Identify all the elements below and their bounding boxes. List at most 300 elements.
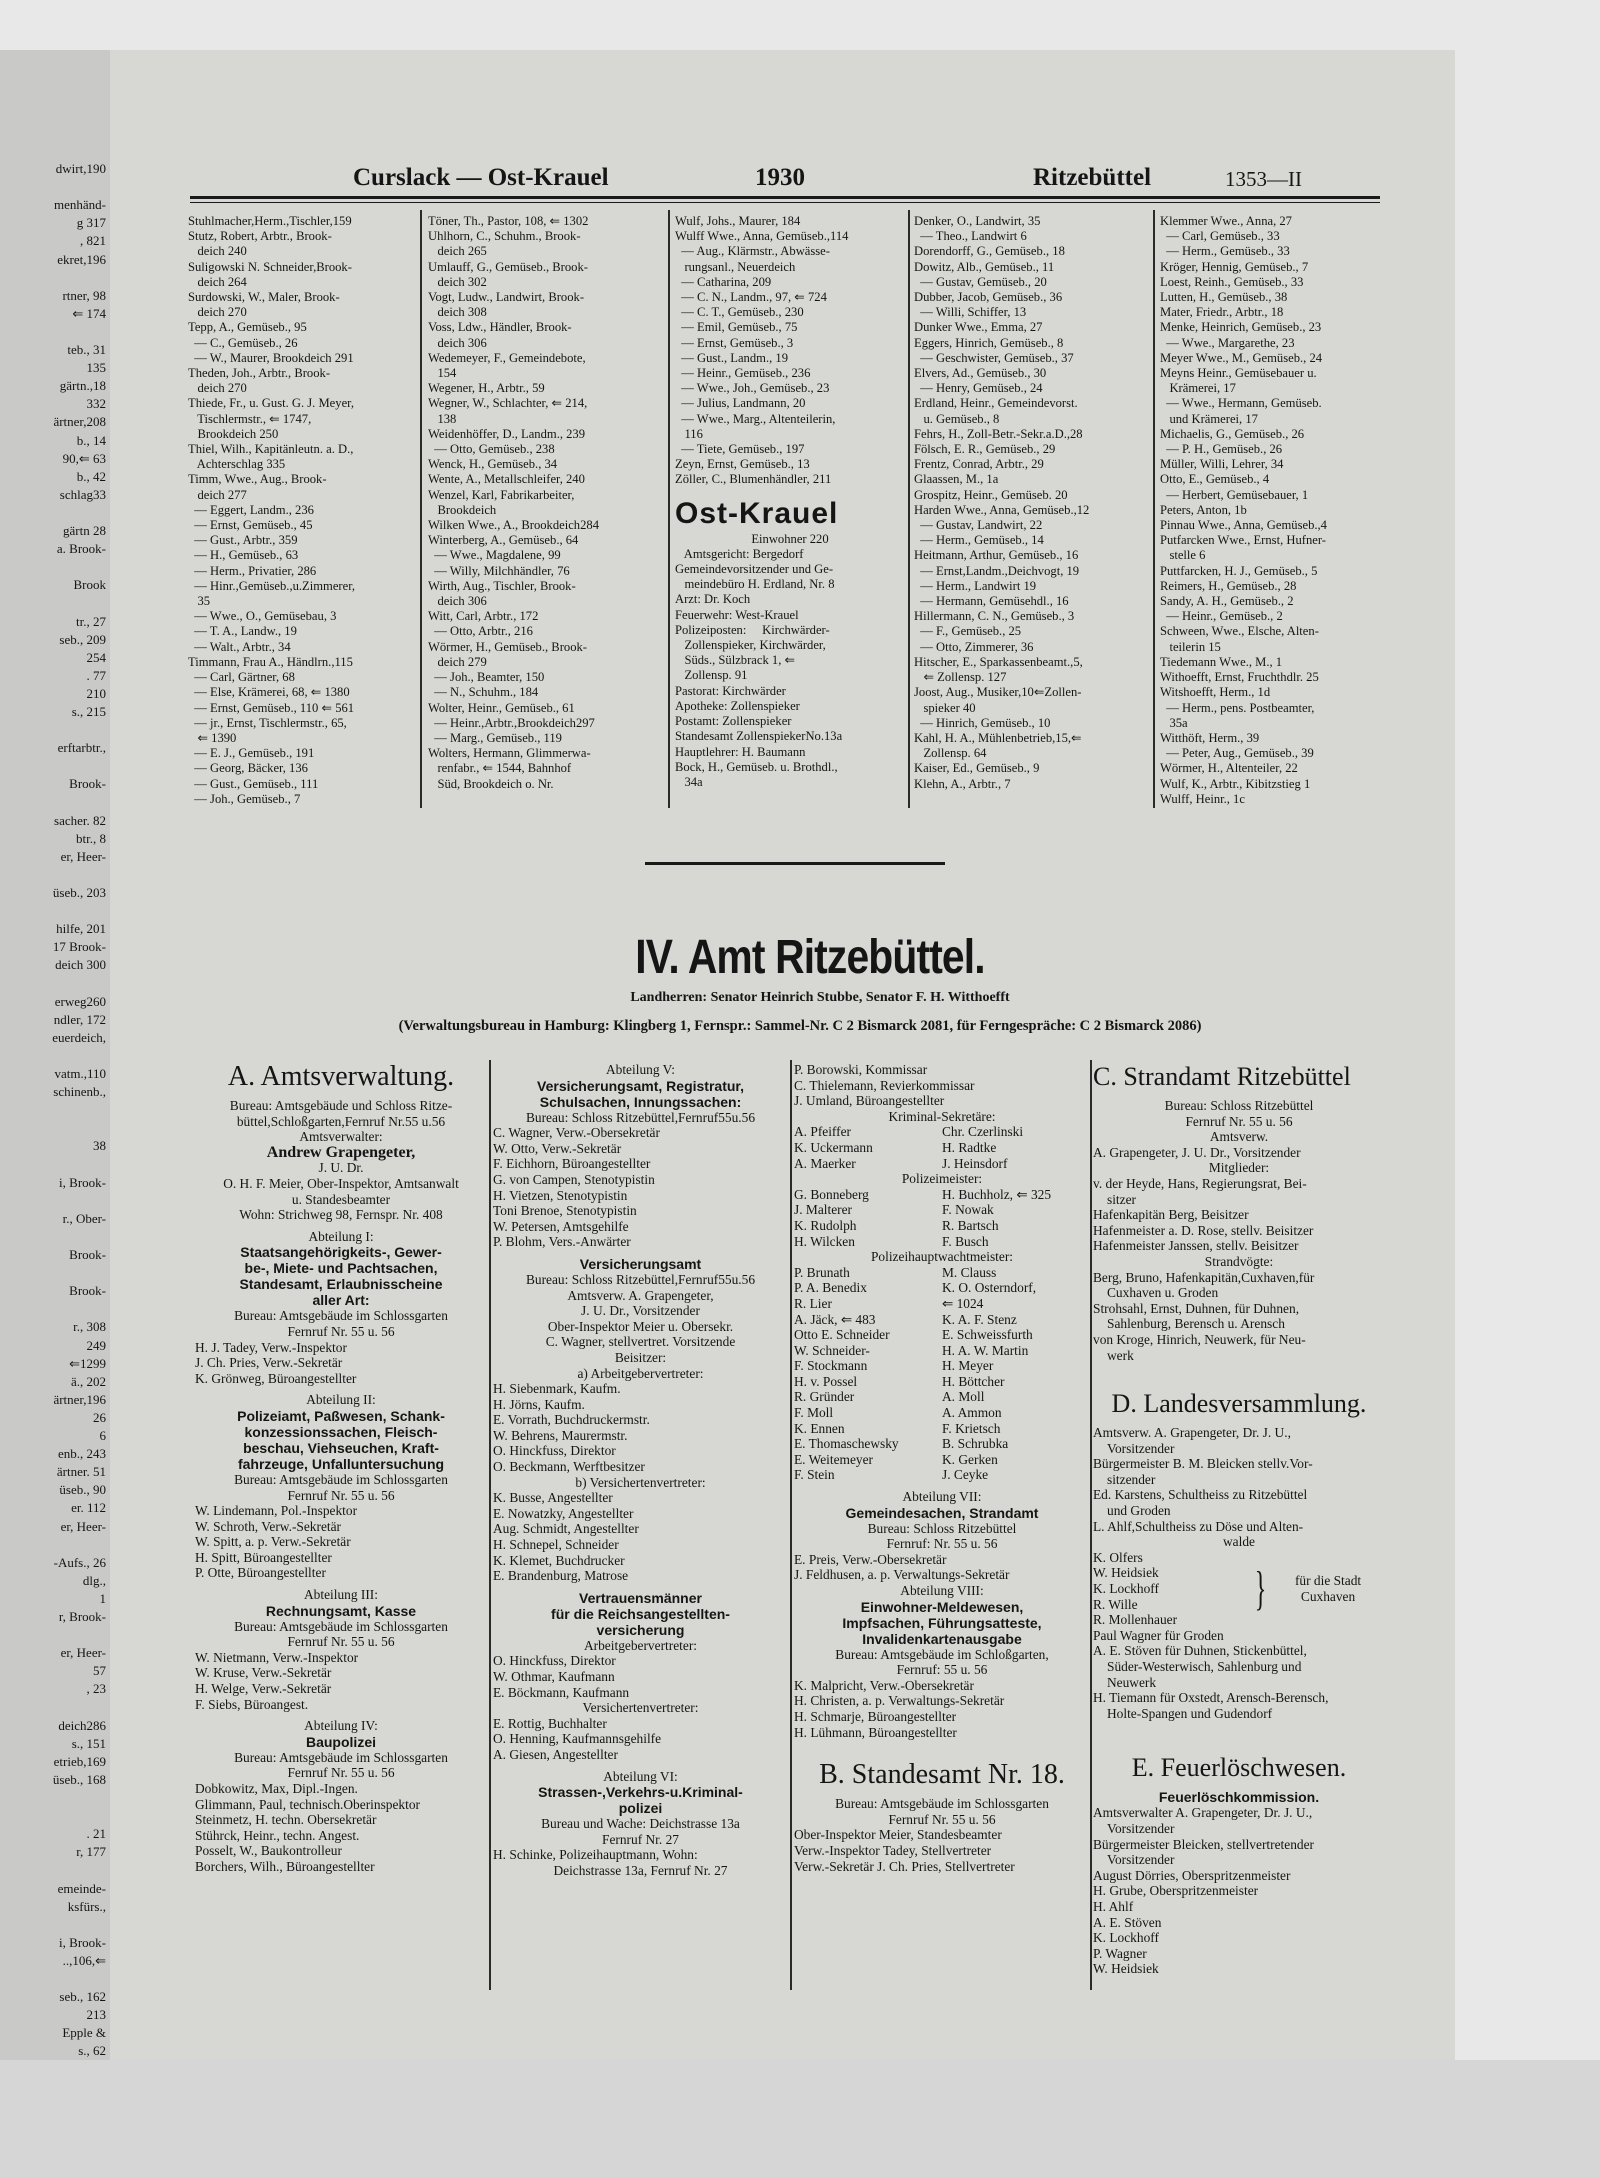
directory-entry: — H., Gemüseb., 63	[188, 548, 299, 563]
name-pair-row	[794, 1280, 1090, 1296]
margin-fragment: hilfe, 201	[56, 921, 106, 937]
section-line: P. Borowski, Kommissar	[794, 1062, 928, 1077]
margin-fragment: . 21	[86, 1826, 106, 1842]
section-line: A. Grapengeter, J. U. Dr., Vorsitzender	[1093, 1144, 1301, 1160]
landherren-line: Landherren: Senator Heinrich Stubbe, Senator F. H. Witthoefft	[630, 990, 1010, 1005]
directory-entry: deich 270	[188, 305, 247, 320]
name-left: H. Wilcken	[794, 1233, 855, 1249]
section-line: H. Lühmann, Büroangestellter	[794, 1724, 957, 1740]
directory-entry: Frentz, Conrad, Arbtr., 29	[914, 457, 1044, 472]
section-line: Bureau: Amtsgebäude im Schlossgarten	[835, 1796, 1049, 1812]
section-line: Versichertenvertreter:	[582, 1700, 699, 1716]
name-left: P. A. Benedix	[794, 1280, 867, 1296]
directory-entry: deich 264	[188, 274, 247, 289]
section-line: E. Preis, Verw.-Obersekretär	[794, 1551, 947, 1567]
name-right: K. O. Osterndorf,	[942, 1280, 1037, 1296]
directory-entry: — P. H., Gemüseb., 26	[1160, 442, 1283, 457]
section-c-strandamt	[1093, 1060, 1385, 1977]
section-line: K. Klemet, Buchdrucker	[493, 1552, 625, 1568]
section-line: O. Henning, Kaufmannsgehilfe	[493, 1731, 662, 1747]
directory-entry: Süd, Brookdeich o. Nr.	[428, 776, 554, 791]
directory-entry: — Herm., Gemüseb., 14	[914, 533, 1044, 548]
section-line: Hafenmeister Janssen, stellv. Beisitzer	[1093, 1238, 1299, 1254]
name-right: A. Ammon	[942, 1405, 1002, 1421]
name-pair-row	[794, 1327, 1090, 1343]
name-right: H. A. W. Martin	[942, 1342, 1029, 1358]
ost-krauel-entry: Standesamt ZollenspiekerNo.13a	[675, 729, 843, 744]
margin-fragment: gärtn 28	[63, 523, 106, 538]
name-right: H. Meyer	[942, 1358, 994, 1374]
section-line: K. Busse, Angestellter	[493, 1490, 613, 1506]
directory-entry: Wenzel, Karl, Fabrikarbeiter,	[428, 487, 575, 502]
section-line: Andrew Grapengeter,	[266, 1143, 416, 1161]
section-line: Bureau: Amtsgebäude im Schlossgarten	[234, 1308, 448, 1324]
cuxhaven-label: für die Stadt Cuxhaven	[1294, 1573, 1362, 1604]
section-line: Hafenkapitän Berg, Beisitzer	[1093, 1207, 1249, 1223]
section-line: W. Othmar, Kaufmann	[493, 1669, 615, 1684]
section-line: Bureau: Schloss Ritzebüttel	[1164, 1098, 1314, 1113]
directory-column-5	[1160, 214, 1385, 807]
section-heading: Gemeindesachen, Strandamt	[845, 1504, 1039, 1521]
directory-entry: Schween, Wwe., Elsche, Alten-	[1160, 624, 1319, 639]
directory-entry: 35	[188, 594, 211, 609]
section-line: Abteilung VII:	[902, 1489, 982, 1505]
margin-fragment: erftarbtr.,	[57, 740, 106, 756]
ost-krauel-entry: Zollenspieker, Kirchwärder,	[675, 638, 826, 653]
section-line: sitzer	[1107, 1191, 1136, 1207]
section-line: Cuxhaven u. Groden	[1107, 1285, 1219, 1301]
name-left: E. Weitemeyer	[794, 1451, 873, 1467]
section-line: H. Ahlf	[1093, 1898, 1134, 1914]
directory-entry: — W., Maurer, Brookdeich 291	[188, 350, 354, 365]
section-line: Verw.-Inspektor Tadey, Stellvertreter	[794, 1842, 992, 1858]
margin-fragment: s., 151	[71, 1735, 106, 1751]
directory-entry: 35a	[1160, 715, 1188, 730]
directory-entry: Elvers, Ad., Gemüseb., 30	[914, 366, 1047, 381]
margin-fragment: r, 177	[76, 1844, 106, 1860]
section-line: und Groden	[1107, 1503, 1171, 1519]
section-heading: Rechnungsamt, Kasse	[265, 1602, 417, 1619]
section-b-title: B. Standesamt Nr. 18.	[819, 1759, 1065, 1791]
section-line: O. H. F. Meier, Ober-Inspektor, Amtsanwalt	[223, 1175, 459, 1191]
directory-entry: Vogt, Ludw., Landwirt, Brook-	[428, 290, 585, 305]
directory-entry: Zeyn, Ernst, Gemüseb., 13	[675, 457, 810, 472]
name-right: Chr. Czerlinski	[942, 1124, 1024, 1140]
section-a-amtsverwaltung	[195, 1060, 487, 1875]
name-right: B. Schrubka	[942, 1436, 1009, 1452]
section-line: O. Beckmann, Werftbesitzer	[493, 1459, 645, 1475]
section-heading: Versicherungsamt, Registratur,	[537, 1077, 744, 1094]
section-line: Vorsitzender	[1107, 1852, 1175, 1868]
directory-entry: deich 265	[428, 244, 487, 259]
name-pair-row	[794, 1156, 1090, 1172]
section-line: Wohn: Strichweg 98, Fernspr. Nr. 408	[239, 1207, 443, 1223]
name-left: W. Schneider-	[794, 1342, 870, 1358]
directory-entry: Lutten, H., Gemüseb., 38	[1160, 290, 1288, 305]
ost-krauel-entry: Amtsgericht: Bergedorf	[675, 546, 804, 561]
margin-fragment: 213	[86, 2007, 106, 2023]
directory-entry: Wulf, K., Arbtr., Kibitzstieg 1	[1160, 776, 1311, 791]
directory-entry: rungsanl., Neuerdeich	[675, 259, 796, 274]
directory-entry: Witthöft, Herm., 39	[1160, 730, 1260, 745]
directory-column-4	[914, 214, 1146, 792]
ost-krauel-title: Ost-Krauel	[675, 496, 839, 530]
directory-entry: Withoefft, Ernst, Fruchthdlr. 25	[1160, 670, 1319, 685]
section-heading: beschau, Viehseuchen, Kraft-	[243, 1439, 439, 1456]
section-line: H. Spitt, Büroangestellter	[195, 1549, 332, 1565]
hauptwachtmeister-heading: Polizeihauptwachtmeister:	[870, 1249, 1014, 1265]
directory-column-3	[675, 214, 905, 790]
directory-entry: Wörmer, H., Altenteiler, 22	[1160, 761, 1298, 776]
section-line: W. Otto, Verw.-Sekretär	[493, 1140, 622, 1156]
margin-fragment: s., 215	[71, 704, 106, 719]
ost-krauel-entry: Feuerwehr: West-Krauel	[675, 607, 799, 622]
name-left: R. Lier	[794, 1295, 832, 1311]
section-line: W. Spitt, a. p. Verw.-Sekretär	[195, 1534, 351, 1550]
directory-entry: — Else, Krämerei, 68, ⇐ 1380	[188, 685, 350, 700]
margin-fragment: seb., 209	[59, 631, 106, 647]
margin-fragment: Brook-	[69, 776, 106, 792]
margin-fragment: ärtner,208	[53, 414, 106, 430]
section-line: Neuwerk	[1107, 1674, 1157, 1690]
section-line: Glimmann, Paul, technisch.Oberinspektor	[195, 1796, 420, 1812]
name-pair-row	[794, 1374, 1090, 1390]
section-line: A. Giesen, Angestellter	[493, 1746, 618, 1762]
margin-fragment: dlg.,	[82, 1572, 106, 1588]
directory-entry: — Herm., Landwirt 19	[914, 578, 1037, 593]
directory-entry: Loest, Reinh., Gemüseb., 33	[1160, 274, 1304, 289]
directory-entry: ⇐ 1390	[188, 730, 237, 745]
name-right: ⇐ 1024	[942, 1295, 984, 1311]
directory-entry: Puttfarcken, H. J., Gemüseb., 5	[1160, 563, 1318, 578]
directory-entry: deich 308	[428, 305, 487, 320]
directory-entry: — C. T., Gemüseb., 230	[675, 305, 804, 320]
header-rule	[190, 196, 1380, 199]
ost-krauel-entry: Einwohner 220	[751, 531, 829, 546]
margin-fragment: 210	[86, 685, 106, 701]
section-line: Abteilung III:	[303, 1587, 378, 1603]
margin-fragment: , 821	[80, 233, 106, 249]
section-line: Steinmetz, H. techn. Obersekretär	[195, 1812, 377, 1828]
section-line: Holte-Spangen und Gudendorf	[1107, 1705, 1273, 1721]
section-line: Süder-Westerwisch, Sahlenburg und	[1107, 1659, 1302, 1674]
section-line: W. Behrens, Maurermstr.	[493, 1427, 628, 1443]
section-line: Fernruf Nr. 55 u. 56	[1185, 1113, 1293, 1129]
section-line: v. der Heyde, Hans, Regierungsrat, Bei-	[1093, 1175, 1307, 1191]
margin-fragment: r., 308	[73, 1319, 106, 1335]
section-line: P. Blohm, Vers.-Anwärter	[493, 1234, 631, 1250]
directory-entry: — N., Schuhm., 184	[428, 685, 539, 700]
margin-fragment: gärtn.,18	[59, 378, 106, 394]
margin-fragment: . 77	[86, 667, 106, 683]
section-line: Ober-Inspektor Meier u. Obersekr.	[547, 1318, 734, 1334]
directory-entry: — Wwe., O., Gemüsebau, 3	[188, 609, 337, 624]
directory-entry: Peters, Anton, 1b	[1160, 502, 1247, 517]
section-line: Bureau: Schloss Ritzebüttel,Fernruf55u.56	[525, 1109, 756, 1125]
directory-entry: spieker 40	[914, 700, 976, 715]
header-right: Ritzebüttel	[1033, 164, 1152, 191]
directory-entry: — Geschwister, Gemüseb., 37	[914, 350, 1074, 365]
name-pair-row	[794, 1124, 1090, 1140]
section-line: Fernruf Nr. 55 u. 56	[888, 1811, 996, 1827]
section-line: Fernruf Nr. 27	[602, 1831, 679, 1847]
directory-entry: deich 277	[188, 487, 247, 502]
directory-entry: — C. N., Landm., 97, ⇐ 724	[675, 290, 827, 305]
directory-entry: Töner, Th., Pastor, 108, ⇐ 1302	[428, 214, 589, 228]
section-line: O. Hinckfuss, Direktor	[493, 1443, 616, 1459]
section-line: Bureau: Amtsgebäude und Schloss Ritze-	[229, 1098, 453, 1113]
directory-entry: Otto, E., Gemüseb., 4	[1160, 472, 1270, 487]
section-heading: be-, Miete- und Pachtsachen,	[244, 1260, 438, 1277]
section-heading: Impfsachen, Führungsatteste,	[842, 1614, 1042, 1631]
directory-entry: Umlauff, G., Gemüseb., Brook-	[428, 259, 588, 274]
directory-entry: — Wwe., Hermann, Gemüseb.	[1160, 396, 1322, 411]
directory-entry: — T. A., Landw., 19	[188, 624, 297, 639]
header-left: Curslack — Ost-Krauel	[353, 164, 609, 191]
directory-entry: Wulf, Johs., Maurer, 184	[675, 214, 801, 228]
section-line: Abteilung VIII:	[900, 1583, 984, 1598]
section-line: A. E. Stöven	[1093, 1914, 1162, 1930]
section-polizei	[794, 1062, 1090, 1874]
directory-entry: — Wwe., Magdalene, 99	[428, 548, 561, 563]
section-line: Abteilung IV:	[304, 1718, 378, 1734]
directory-entry: deich 240	[188, 244, 247, 259]
name-right: A. Moll	[942, 1389, 985, 1405]
section-line: Bureau: Schloss Ritzebüttel,Fernruf55u.56	[525, 1271, 756, 1287]
section-line: Strohsahl, Ernst, Duhnen, für Duhnen,	[1093, 1300, 1300, 1316]
directory-entry: deich 270	[188, 381, 247, 396]
directory-entry: — E. J., Gemüseb., 191	[188, 746, 315, 761]
directory-entry: Zollensp. 64	[914, 746, 987, 761]
section-line: Abteilung VI:	[603, 1768, 678, 1784]
name-right: E. Schweissfurth	[942, 1327, 1033, 1343]
directory-entry: — Marg., Gemüseb., 119	[428, 730, 562, 745]
margin-fragment: 38	[93, 1138, 106, 1154]
margin-fragment: g 317	[76, 215, 106, 231]
section-heading: Feuerlöschkommission.	[1158, 1789, 1320, 1806]
name-pair-row	[794, 1202, 1090, 1218]
directory-entry: — Willi, Schiffer, 13	[914, 305, 1027, 320]
margin-fragment: b., 42	[76, 468, 106, 484]
directory-entry: — Ernst, Gemüseb., 45	[188, 518, 313, 533]
margin-fragment: üseb., 203	[52, 885, 106, 900]
ost-krauel-entry: Arzt: Dr. Koch	[675, 592, 751, 607]
directory-entry: und Krämerei, 17	[1160, 411, 1258, 426]
directory-entry: — Aug., Klärmstr., Abwässe-	[675, 244, 830, 259]
section-line: werk	[1107, 1347, 1134, 1363]
directory-entry: Achterschlag 335	[188, 457, 286, 472]
section-line: Hafenmeister a. D. Rose, stellv. Beisitzer	[1093, 1222, 1314, 1238]
directory-entry: — Eggert, Landm., 236	[188, 502, 314, 517]
directory-entry: Dorendorff, G., Gemüseb., 18	[914, 244, 1065, 259]
name-right: J. Heinsdorf	[942, 1155, 1008, 1171]
ost-krauel-entry: Pastorat: Kirchwärder	[675, 683, 786, 698]
directory-entry: — Heinr.,Arbtr.,Brookdeich297	[428, 715, 595, 730]
column-divider	[1153, 210, 1155, 808]
directory-entry: Winterberg, A., Gemüseb., 64	[428, 533, 579, 548]
section-line: H. Christen, a. p. Verwaltungs-Sekretär	[794, 1693, 1005, 1709]
section-line: Bureau: Amtsgebäude im Schlossgarten	[234, 1471, 448, 1487]
directory-entry: — Otto, Gemüseb., 238	[428, 442, 555, 457]
name-left: E. Thomaschewsky	[794, 1436, 899, 1452]
section-line: Beisitzer:	[614, 1349, 667, 1365]
section-line: Borchers, Wilh., Büroangestellter	[195, 1858, 375, 1874]
directory-entry: deich 306	[428, 335, 487, 350]
section-line: Fernruf: Nr. 55 u. 56	[886, 1536, 998, 1552]
margin-fragment: menhänd-	[54, 197, 106, 213]
margin-fragment: er, Heer-	[60, 1518, 106, 1534]
directory-entry: Dowitz, Alb., Gemüseb., 11	[914, 259, 1055, 274]
section-line: H. Vietzen, Stenotypistin	[493, 1187, 628, 1203]
section-e-title: E. Feuerlöschwesen.	[1131, 1753, 1347, 1783]
margin-fragment: seb., 162	[59, 1989, 106, 2005]
column-divider	[908, 210, 910, 808]
directory-entry: Kahl, H. A., Mühlenbetrieb,15,⇐	[914, 730, 1082, 745]
margin-fragment: schinenb.,	[53, 1084, 106, 1100]
directory-entry: — Peter, Aug., Gemüseb., 39	[1160, 746, 1314, 761]
name-left: R. Gründer	[794, 1389, 855, 1405]
ost-krauel-entry: 34a	[675, 774, 703, 789]
directory-entry: Suligowski N. Schneider,Brook-	[188, 259, 352, 274]
directory-entry: — F., Gemüseb., 25	[914, 624, 1022, 639]
directory-entry: 138	[428, 411, 457, 426]
directory-entry: Timm, Wwe., Aug., Brook-	[188, 472, 327, 487]
directory-entry: — Catharina, 209	[675, 274, 772, 289]
margin-fragment: 135	[86, 360, 106, 376]
directory-entry: Putfarcken Wwe., Ernst, Hufner-	[1160, 533, 1326, 548]
directory-entry: — Gust., Landm., 19	[675, 350, 788, 365]
section-line: b) Versichertenvertreter:	[575, 1474, 706, 1490]
margin-fragment: 26	[93, 1409, 106, 1425]
section-line: J. U. Dr.	[318, 1160, 364, 1176]
ost-krauel-entry: Postamt: Zollenspieker	[675, 714, 792, 729]
section-heading: konzessionssachen, Fleisch-	[244, 1423, 438, 1440]
directory-entry: Tiedemann Wwe., M., 1	[1160, 654, 1283, 669]
section-line: W. Schroth, Verw.-Sekretär	[195, 1518, 342, 1534]
directory-entry: deich 306	[428, 594, 487, 609]
section-heading: fahrzeuge, Unfalluntersuchung	[237, 1455, 445, 1472]
section-line: Bureau und Wache: Deichstrasse 13a	[541, 1816, 740, 1832]
margin-fragment: er, Heer-	[60, 1645, 106, 1661]
section-line: Sahlenburg, Berensch u. Arensch	[1107, 1316, 1285, 1332]
section-heading: Polizeiamt, Paßwesen, Schank-	[237, 1407, 445, 1424]
section-line: Abteilung I:	[308, 1228, 374, 1244]
section-line: Deichstrasse 13a, Fernruf Nr. 27	[553, 1862, 728, 1878]
margin-fragment: ndler, 172	[53, 1011, 106, 1027]
section-abteilung-v	[493, 1062, 788, 1879]
section-line: Bureau: Amtsgebäude im Schlossgarten	[234, 1749, 448, 1765]
margin-fragment: üseb., 168	[52, 1771, 106, 1787]
margin-fragment: deich 300	[55, 957, 106, 973]
column-divider	[420, 210, 422, 808]
margin-fragment: ..,106,⇐	[62, 1952, 106, 1968]
ost-krauel-entry: Gemeindevorsitzender und Ge-	[675, 562, 834, 577]
directory-entry: Krämerei, 17	[1160, 381, 1236, 396]
section-line: W. Kruse, Verw.-Sekretär	[195, 1665, 332, 1681]
section-line: Bureau: Schloss Ritzebüttel	[867, 1520, 1017, 1536]
margin-fragment: Brook-	[69, 1283, 106, 1299]
directory-entry: — Gustav, Landwirt, 22	[914, 518, 1043, 533]
directory-entry: — jr., Ernst, Tischlermstr., 65,	[188, 715, 347, 730]
directory-entry: — Walt., Arbtr., 34	[188, 639, 291, 654]
directory-entry: — Otto, Zimmerer, 36	[914, 639, 1034, 654]
directory-entry: — Heinr., Gemüseb., 236	[675, 366, 811, 381]
section-heading: versicherung	[596, 1621, 685, 1638]
directory-entry: Pinnau Wwe., Anna, Gemüseb.,4	[1160, 518, 1327, 533]
directory-entry: Brookdeich 250	[188, 426, 279, 441]
margin-fragment: ekret,196	[57, 251, 106, 267]
directory-entry: Wolter, Heinr., Gemüseb., 61	[428, 700, 575, 715]
name-pair-row	[794, 1140, 1090, 1156]
directory-entry: — Gustav, Gemüseb., 20	[914, 274, 1047, 289]
verwaltungsbureau-line: (Verwaltungsbureau in Hamburg: Klingberg 1, Fernspr.: Sammel-Nr. C 2 Bismarck 2081, für Ferngespräche: C 2 Bismarck 2086)	[398, 1018, 1202, 1034]
section-separator	[645, 862, 945, 865]
section-line: a) Arbeitgebervertreter:	[577, 1365, 704, 1381]
name-left: F. Stein	[794, 1467, 835, 1483]
directory-entry: Dubber, Jacob, Gemüseb., 36	[914, 290, 1063, 305]
name-left: A. Jäck, ⇐ 483	[794, 1311, 876, 1327]
directory-entry: Kaiser, Ed., Gemüseb., 9	[914, 761, 1040, 776]
section-line: Verw.-Sekretär J. Ch. Pries, Stellvertreter	[794, 1858, 1015, 1874]
section-line: Vorsitzender	[1107, 1440, 1175, 1456]
section-line: G. von Campen, Stenotypistin	[493, 1171, 655, 1187]
name-pair-row	[794, 1436, 1090, 1452]
margin-fragment: etrieb,169	[53, 1753, 106, 1769]
directory-entry: — Wwe., Margarethe, 23	[1160, 335, 1295, 350]
directory-entry: stelle 6	[1160, 548, 1206, 563]
name-right: R. Bartsch	[942, 1217, 999, 1233]
margin-fragment: üseb., 90	[59, 1482, 106, 1498]
section-line: H. Schinke, Polizeihauptmann, Wohn:	[493, 1847, 698, 1863]
section-line: Fernruf Nr. 55 u. 56	[287, 1323, 395, 1339]
margin-fragment: rtner, 98	[62, 287, 106, 303]
margin-fragment: b., 14	[76, 432, 106, 448]
directory-entry: Michaelis, G., Gemüseb., 26	[1160, 426, 1305, 441]
name-left: A. Pfeiffer	[794, 1124, 852, 1140]
margin-fragment: r., Ober-	[62, 1210, 106, 1226]
section-heading: Staatsangehörigkeits-, Gewer-	[240, 1244, 442, 1261]
name-right: H. Buchholz, ⇐ 325	[942, 1186, 1052, 1202]
margin-fragment: r, Brook-	[58, 1609, 106, 1624]
directory-entry: — Hinrich, Gemüseb., 10	[914, 715, 1051, 730]
directory-entry: Tepp, A., Gemüseb., 95	[188, 320, 307, 335]
section-line: F. Eichhorn, Büroangestellter	[493, 1156, 651, 1172]
directory-entry: Dunker Wwe., Emma, 27	[914, 320, 1043, 335]
directory-entry: — Gust., Arbtr., 359	[188, 533, 298, 548]
directory-entry: — Wwe., Joh., Gemüseb., 23	[675, 381, 830, 396]
directory-entry: — Herm., Gemüseb., 33	[1160, 244, 1290, 259]
directory-entry: deich 302	[428, 274, 487, 289]
margin-fragment: enb., 243	[57, 1446, 106, 1462]
name-right: K. A. F. Stenz	[942, 1311, 1017, 1327]
column-divider	[790, 1060, 792, 1990]
name-right: H. Böttcher	[942, 1373, 1005, 1389]
margin-fragment: Brook-	[69, 1247, 106, 1262]
name-left: K. Uckermann	[794, 1139, 873, 1155]
margin-fragment: ⇐1299	[69, 1355, 106, 1371]
directory-entry: — Herm., pens. Postbeamter,	[1160, 700, 1315, 715]
section-line: H. Schnepel, Schneider	[493, 1537, 619, 1553]
directory-entry: Wegener, H., Arbtr., 59	[428, 381, 545, 396]
section-line: C. Thielemann, Revierkommissar	[794, 1077, 975, 1093]
section-heading: Baupolizei	[305, 1733, 376, 1750]
directory-entry: Kröger, Hennig, Gemüseb., 7	[1160, 259, 1309, 274]
margin-fragment: 1	[99, 1590, 106, 1606]
margin-fragment: er, Heer-	[60, 848, 106, 864]
directory-entry: Wegner, W., Schlachter, ⇐ 214,	[428, 396, 588, 411]
directory-entry: deich 279	[428, 654, 487, 669]
section-line: C. Wagner, stellvertret. Vorsitzende	[545, 1334, 736, 1350]
